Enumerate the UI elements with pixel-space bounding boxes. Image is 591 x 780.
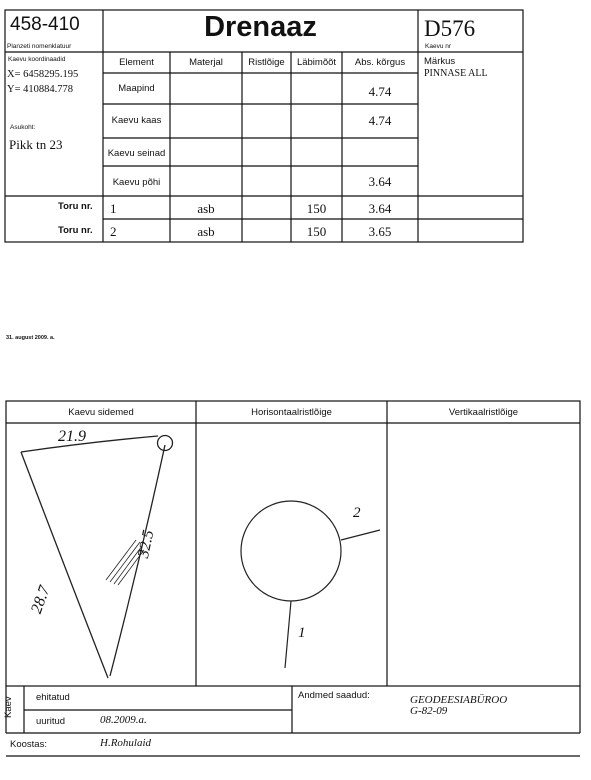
well-number-caption: Kaevu nr	[425, 43, 452, 50]
pipe-number: 2	[110, 224, 117, 239]
pipe-material: asb	[197, 201, 215, 216]
col-well-ties: Kaevu sidemed	[68, 407, 134, 418]
well-number: D576	[424, 16, 476, 41]
kaev-label: Kaev	[3, 696, 14, 718]
horizontal-section-drawing	[241, 501, 380, 668]
coordinate-y: Y= 410884.778	[7, 84, 74, 95]
plan-number: 458-410	[10, 14, 80, 35]
col-horizontal-section: Horisontaalristlõige	[251, 407, 332, 418]
coordinate-x: X= 6458295.195	[7, 69, 79, 80]
pipe-number: 1	[110, 201, 117, 216]
pipe-abs-height: 3.64	[368, 201, 392, 216]
data-source-label: Andmed saadud:	[298, 690, 370, 701]
pipe-label-2: 2	[353, 505, 361, 521]
note-header: Märkus	[424, 56, 456, 67]
plan-number-caption: Planzeti nomenklatuur	[7, 43, 72, 50]
location-address: Pikk tn 23	[9, 137, 63, 152]
data-source-code: G-82-09	[410, 705, 448, 717]
data-source-value: GEODEESIABÜROO	[410, 694, 508, 706]
col-abs-height: Abs. kõrgus	[354, 57, 406, 68]
location-caption: Asukoht:	[10, 124, 36, 131]
compiled-by-value: H.Rohulaid	[100, 737, 152, 749]
col-element: Element	[119, 57, 154, 68]
tie-top-label: 21.9	[58, 428, 86, 445]
pipe-label: Toru nr.	[58, 225, 93, 236]
pipe-label: Toru nr.	[58, 201, 93, 212]
document-date: 31. august 2009. a.	[6, 335, 55, 341]
compiled-by-label: Koostas:	[10, 739, 47, 750]
row-abs-value: 4.74	[368, 84, 392, 99]
pipe-material: asb	[197, 224, 215, 239]
col-vertical-section: Vertikaalristlõige	[448, 407, 519, 418]
built-label: ehitatud	[36, 692, 70, 703]
surveyed-label: uuritud	[36, 716, 66, 727]
pipe-label-1: 1	[298, 625, 306, 641]
coordinates-caption: Kaevu koordinaadid	[8, 56, 66, 63]
tie-right-label: 32.5	[135, 528, 158, 560]
row-element-label: Kaevu seinad	[107, 148, 166, 159]
note-text: PINNASE ALL	[424, 68, 488, 79]
pipe-abs-height: 3.65	[368, 224, 392, 239]
surveyed-value: 08.2009.a.	[100, 714, 147, 726]
col-diameter: Läbimõõt	[296, 57, 337, 68]
tie-left-label: 28.7	[28, 583, 54, 616]
row-abs-value: 3.64	[368, 174, 392, 189]
row-element-label: Kaevu kaas	[111, 115, 162, 126]
col-material: Materjal	[189, 57, 223, 68]
pipe-diameter: 150	[306, 224, 327, 239]
col-cross-section: Ristlõige	[248, 57, 285, 68]
row-element-label: Maapind	[118, 83, 155, 94]
page-title: Drenaaz	[204, 11, 317, 43]
row-element-label: Kaevu põhi	[112, 177, 161, 188]
pipe-diameter: 150	[306, 201, 327, 216]
row-abs-value: 4.74	[368, 113, 392, 128]
